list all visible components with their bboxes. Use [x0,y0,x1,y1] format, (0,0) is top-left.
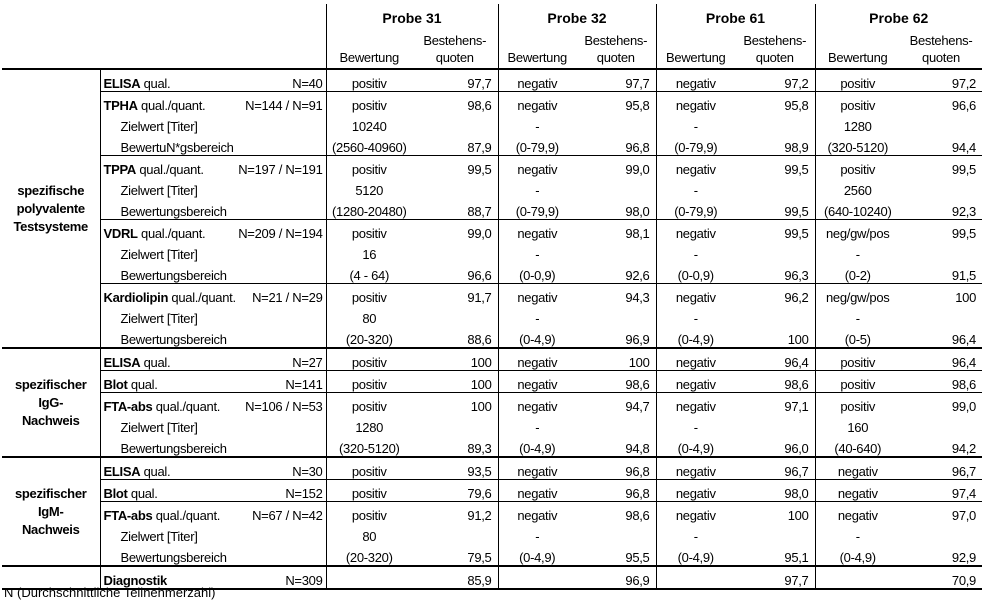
quote-cell: 97,2 [735,69,815,92]
results-table [2,4,982,590]
quote-cell: 96,7 [735,457,815,480]
quote-cell [900,305,982,326]
group-label: spezifischer IgM- Nachweis [2,457,100,566]
bewertung-cell: (0-4,9) [498,326,576,348]
bewertung-cell: - [656,523,735,544]
table-row [2,435,982,457]
quote-cell: 99,5 [735,220,815,242]
quote-cell [412,177,498,198]
bewertung-cell: 2560 [815,177,900,198]
quote-cell: 70,9 [900,566,982,589]
bewertung-cell: - [656,177,735,198]
quote-cell: 88,6 [467,332,492,347]
test-name-cell: TPPA qual./quant. N=197 / N=191 [100,156,326,178]
bewertung-cell: (0-2) [815,262,900,284]
bewertung-cell: negativ [656,480,735,502]
bewertung-cell: positiv [815,156,900,178]
quote-cell: 97,7 [735,566,815,589]
quote-cell [735,241,815,262]
quote-cell: 99,5 [412,156,498,178]
bewertung-cell: negativ [498,348,576,371]
quote-cell: 100 [787,332,809,347]
bewertung-cell: (20-320) [326,544,412,566]
group-label: spezifische polyvalente Testsysteme [2,69,100,348]
bewertung-cell: positiv [815,348,900,371]
quote-cell: 98,9 [784,140,809,155]
quote-cell: 95,8 [576,92,656,114]
table-row [2,502,982,524]
quote-cell: 96,6 [467,268,492,283]
quote-cell: 94,7 [576,393,656,415]
quote-cell [576,305,656,326]
bewertung-cell: (0-4,9) [656,544,735,566]
bewertung-cell: positiv [815,393,900,415]
table-row [2,305,982,326]
probe-62-header: Probe 62 [815,4,982,26]
table-row [2,523,982,544]
bewertung-cell: (0-4,9) [498,544,576,566]
bewertung-cell: positiv [326,284,412,306]
quote-cell [900,414,982,435]
quote-cell [412,113,498,134]
subrow-label: Zielwert [Titer] [100,305,326,326]
quote-cell: 93,5 [412,457,498,480]
quote-cell: 97,1 [735,393,815,415]
probe-32-header: Probe 32 [498,4,656,26]
quote-header: Bestehens- quoten [584,33,648,65]
quote-cell: 96,7 [900,457,982,480]
table-row [2,348,982,371]
quote-cell [576,241,656,262]
subrow-label: Bewertungsbereich [100,198,326,220]
bewertung-cell: positiv [326,371,412,393]
bewertung-cell: negativ [498,457,576,480]
bewertung-cell: 16 [326,241,412,262]
quote-cell: 96,6 [900,92,982,114]
test-name-cell: FTA-abs qual./quant. N=106 / N=53 [100,393,326,415]
quote-cell: 95,8 [735,92,815,114]
quote-cell: 98,6 [900,371,982,393]
bewertung-cell: positiv [815,92,900,114]
bewertung-cell: positiv [326,92,412,114]
quote-cell [412,241,498,262]
bewertung-cell: 80 [326,305,412,326]
quote-cell: 96,8 [576,480,656,502]
quote-cell: 96,9 [576,566,656,589]
quote-cell: 97,4 [900,480,982,502]
table-row [2,457,982,480]
quote-cell: 85,9 [412,566,498,589]
bewertung-header: Bewertung [326,26,412,69]
bewertung-cell: negativ [656,92,735,114]
bewertung-cell: - [498,177,576,198]
quote-cell [412,414,498,435]
bewertung-cell: 1280 [815,113,900,134]
quote-cell: 96,4 [735,348,815,371]
test-name-cell: VDRL qual./quant. N=209 / N=194 [100,220,326,242]
quote-cell: 92,6 [625,268,650,283]
bewertung-cell: (0-4,9) [815,544,900,566]
bewertung-cell: (320-5120) [326,435,412,457]
quote-cell: 94,2 [951,441,976,456]
quote-cell [576,523,656,544]
quote-cell: 99,5 [900,156,982,178]
quote-cell: 96,3 [784,268,809,283]
bewertung-cell: negativ [656,348,735,371]
quote-cell [735,414,815,435]
test-name-cell: FTA-abs qual./quant. N=67 / N=42 [100,502,326,524]
bewertung-cell: - [498,305,576,326]
quote-cell: 100 [412,348,498,371]
quote-cell: 91,2 [412,502,498,524]
bewertung-cell: (0-4,9) [498,435,576,457]
quote-cell: 100 [735,502,815,524]
quote-cell: 88,7 [467,204,492,219]
bewertung-header: Bewertung [498,26,576,69]
quote-cell: 94,3 [576,284,656,306]
table-row [2,220,982,242]
bewertung-cell: positiv [326,156,412,178]
bewertung-cell: negativ [498,502,576,524]
bewertung-cell: - [498,241,576,262]
quote-cell: 98,0 [735,480,815,502]
bewertung-cell: negativ [815,502,900,524]
table-row [2,113,982,134]
test-name-cell: Blot qual. N=152 [100,480,326,502]
bewertung-cell: negativ [498,220,576,242]
bewertung-cell: positiv [326,69,412,92]
quote-cell [900,523,982,544]
bewertung-cell: negativ [656,284,735,306]
subrow-label: Bewertungsbereich [100,435,326,457]
bewertung-cell: (640-10240) [815,198,900,220]
quote-cell: 91,5 [951,268,976,283]
subrow-label: Zielwert [Titer] [100,414,326,435]
bewertung-cell: 10240 [326,113,412,134]
bewertung-cell: - [498,414,576,435]
quote-cell [412,305,498,326]
quote-cell: 99,0 [576,156,656,178]
bewertung-cell: (320-5120) [815,134,900,156]
quote-cell: 97,7 [412,69,498,92]
quote-cell: 97,7 [576,69,656,92]
bewertung-cell: - [498,113,576,134]
quote-cell: 96,4 [951,332,976,347]
bewertung-cell: (4 - 64) [326,262,412,284]
bewertung-cell: positiv [326,502,412,524]
bewertung-cell: negativ [498,480,576,502]
bewertung-cell: negativ [498,69,576,92]
test-name-cell: ELISA qual. N=27 [100,348,326,371]
quote-cell [735,113,815,134]
quote-cell: 99,5 [900,220,982,242]
quote-cell: 100 [576,348,656,371]
quote-cell: 99,0 [412,220,498,242]
table-row [2,198,982,220]
subrow-label: BewertuN*gsbereich [100,134,326,156]
quote-cell: 79,6 [412,480,498,502]
quote-cell [576,414,656,435]
quote-cell: 98,6 [412,92,498,114]
quote-cell: 96,9 [625,332,650,347]
quote-cell: 91,7 [412,284,498,306]
bewertung-cell: negativ [656,393,735,415]
subrow-label: Zielwert [Titer] [100,523,326,544]
quote-cell: 99,5 [784,204,809,219]
test-name-cell: Diagnostik N=309 [100,566,326,589]
bewertung-cell [326,566,412,589]
bewertung-cell: (40-640) [815,435,900,457]
bewertung-cell: - [498,523,576,544]
header-row-probes [2,4,982,26]
subrow-label: Bewertungsbereich [100,262,326,284]
quote-cell: 92,9 [951,550,976,565]
bewertung-cell: (0-79,9) [498,134,576,156]
table-row [2,284,982,306]
table-row [2,92,982,114]
bewertung-cell: (1280-20480) [326,198,412,220]
bewertung-cell: 80 [326,523,412,544]
bewertung-cell: positiv [815,371,900,393]
table-row [2,326,982,348]
table-row [2,414,982,435]
table-row [2,241,982,262]
bewertung-cell: (0-0,9) [656,262,735,284]
quote-cell: 97,2 [900,69,982,92]
quote-cell [900,241,982,262]
bewertung-cell [498,566,576,589]
quote-cell [576,177,656,198]
quote-cell: 99,0 [900,393,982,415]
bewertung-cell: (20-320) [326,326,412,348]
bewertung-header: Bewertung [815,26,900,69]
quote-cell [576,113,656,134]
quote-header: Bestehens- quoten [909,33,973,65]
bewertung-cell: negativ [498,371,576,393]
bewertung-cell: - [656,305,735,326]
quote-cell: 100 [900,284,982,306]
bewertung-cell: (0-79,9) [498,198,576,220]
bewertung-cell: - [656,113,735,134]
quote-header: Bestehens- quoten [423,33,487,65]
test-name-cell: ELISA qual. N=40 [100,69,326,92]
bewertung-cell: negativ [498,284,576,306]
bewertung-cell: negativ [815,457,900,480]
footnote: N (Durchschnittliche Teilnehmerzahl) [4,585,216,600]
test-name-cell: Blot qual. N=141 [100,371,326,393]
bewertung-cell: (0-79,9) [656,134,735,156]
table-row [2,134,982,156]
quote-cell: 96,8 [625,140,650,155]
quote-cell: 95,1 [784,550,809,565]
table-row [2,544,982,566]
bewertung-cell: negativ [815,480,900,502]
table-row [2,262,982,284]
bewertung-cell: - [656,414,735,435]
quote-cell [735,523,815,544]
header-row-columns [2,26,982,69]
table-row [2,393,982,415]
quote-cell: 98,1 [576,220,656,242]
table-row [2,177,982,198]
bewertung-cell [815,566,900,589]
test-name-cell: TPHA qual./quant. N=144 / N=91 [100,92,326,114]
group-label: spezifischer IgG- Nachweis [2,348,100,457]
subrow-label: Bewertungsbereich [100,326,326,348]
bewertung-cell: (2560-40960) [326,134,412,156]
bewertung-cell: negativ [656,156,735,178]
quote-cell: 79,5 [467,550,492,565]
table-row [2,480,982,502]
table-row [2,69,982,92]
bewertung-header: Bewertung [656,26,735,69]
bewertung-cell: negativ [656,371,735,393]
bewertung-cell: positiv [326,393,412,415]
quote-cell: 94,4 [951,140,976,155]
bewertung-cell: positiv [326,220,412,242]
quote-cell: 98,6 [735,371,815,393]
bewertung-cell: negativ [656,69,735,92]
quote-cell [735,305,815,326]
bewertung-cell: negativ [656,502,735,524]
probe-31-header: Probe 31 [326,4,498,26]
bewertung-cell: (0-0,9) [498,262,576,284]
quote-cell [900,113,982,134]
bewertung-cell: positiv [326,457,412,480]
bewertung-cell: - [815,305,900,326]
bewertung-cell: - [815,241,900,262]
bewertung-cell: - [656,241,735,262]
bewertung-cell: neg/gw/pos [815,220,900,242]
quote-cell: 94,8 [625,441,650,456]
quote-cell: 96,4 [900,348,982,371]
bewertung-cell: 1280 [326,414,412,435]
quote-cell: 96,2 [735,284,815,306]
bewertung-cell: (0-4,9) [656,435,735,457]
bewertung-cell [656,566,735,589]
quote-cell: 92,3 [951,204,976,219]
quote-cell: 100 [412,371,498,393]
bewertung-cell: 160 [815,414,900,435]
subrow-label: Zielwert [Titer] [100,113,326,134]
probe-61-header: Probe 61 [656,4,815,26]
quote-cell [900,177,982,198]
bewertung-cell: 5120 [326,177,412,198]
quote-cell [735,177,815,198]
subrow-label: Bewertungsbereich [100,544,326,566]
table-row [2,156,982,178]
quote-cell: 96,8 [576,457,656,480]
quote-cell [412,523,498,544]
subrow-label: Zielwert [Titer] [100,241,326,262]
quote-cell: 95,5 [625,550,650,565]
bewertung-cell: negativ [498,393,576,415]
test-name-cell: ELISA qual. N=30 [100,457,326,480]
quote-cell: 100 [412,393,498,415]
quote-cell: 98,0 [625,204,650,219]
quote-cell: 98,6 [576,371,656,393]
quote-cell: 96,0 [784,441,809,456]
test-name-cell: Kardiolipin qual./quant. N=21 / N=29 [100,284,326,306]
quote-cell: 98,6 [576,502,656,524]
bewertung-cell: positiv [815,69,900,92]
bewertung-cell: (0-5) [815,326,900,348]
quote-cell: 89,3 [467,441,492,456]
table-row [2,371,982,393]
subrow-label: Zielwert [Titer] [100,177,326,198]
bewertung-cell: negativ [656,220,735,242]
quote-cell: 99,5 [735,156,815,178]
bewertung-cell: (0-4,9) [656,326,735,348]
bewertung-cell: neg/gw/pos [815,284,900,306]
bewertung-cell: (0-79,9) [656,198,735,220]
bewertung-cell: - [815,523,900,544]
bewertung-cell: negativ [656,457,735,480]
bewertung-cell: positiv [326,480,412,502]
quote-header: Bestehens- quoten [743,33,807,65]
bewertung-cell: negativ [498,156,576,178]
bewertung-cell: negativ [498,92,576,114]
bewertung-cell: positiv [326,348,412,371]
quote-cell: 97,0 [900,502,982,524]
quote-cell: 87,9 [467,140,492,155]
